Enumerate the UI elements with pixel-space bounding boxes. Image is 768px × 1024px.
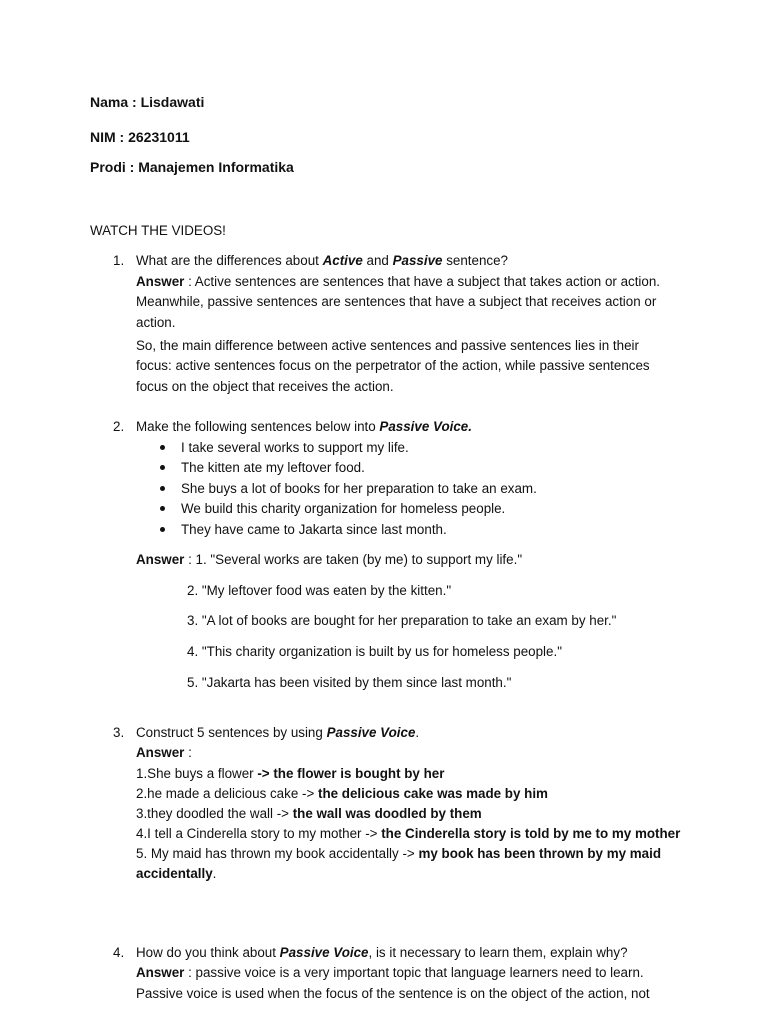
q2-answer-5: 5. "Jakarta has been visited by them since last month." <box>187 675 512 690</box>
q1-answer-line-5: focus: active sentences focus on the perpetrator of the action, while passive sentences <box>136 358 650 373</box>
q1-number: 1. <box>113 253 125 268</box>
q3-item-5-continued <box>136 864 216 884</box>
bullet-icon <box>160 486 165 491</box>
q2-bullet-3: She buys a lot of books for her preparation to take an exam. <box>181 481 537 496</box>
q2-bullet-1: I take several works to support my life. <box>181 440 409 455</box>
q4-answer-text-1: : passive voice is a very important topic that language learners need to learn. <box>184 965 644 980</box>
q1-answer-line-3: action. <box>136 315 176 330</box>
bullet-icon <box>160 506 165 511</box>
q1-answer-line-1 <box>136 272 660 292</box>
q2-bullet-4: We build this charity organization for homeless people. <box>181 501 506 516</box>
q3-item-1-passive: -> the flower is bought by her <box>257 766 445 781</box>
nim-line <box>90 127 190 147</box>
q1-answer-line-6: focus on the object that receives the action. <box>136 379 394 394</box>
q4-text-a: How do you think about <box>136 945 280 960</box>
q3-item-5 <box>136 844 661 864</box>
q2-answer-label: Answer <box>136 552 185 567</box>
q2-answer-1: : 1. "Several works are taken (by me) to support my life." <box>184 552 523 567</box>
q3-item-5-passive: my book has been thrown by my maid <box>418 846 662 861</box>
q2-passive-voice-term: Passive Voice. <box>379 419 472 434</box>
q3-item-4 <box>136 824 680 844</box>
prodi-line <box>90 157 294 177</box>
q4-question <box>136 943 628 963</box>
q3-item-3 <box>136 804 482 824</box>
q3-text-b: . <box>415 725 420 740</box>
q3-item-2 <box>136 784 548 804</box>
q1-answer-line-2: Meanwhile, passive sentences are sentences that have a subject that receives action or <box>136 294 657 309</box>
q1-text-c: sentence? <box>442 253 508 268</box>
bullet-icon <box>160 465 165 470</box>
bullet-icon <box>160 527 165 532</box>
q4-answer-line-2: Passive voice is used when the focus of the sentence is on the object of the action, not <box>136 986 650 1001</box>
q2-answer-2: 2. "My leftover food was eaten by the kitten." <box>187 583 452 598</box>
q1-answer-line-4: So, the main difference between active sentences and passive sentences lies in their <box>136 338 639 353</box>
nim-value: 26231011 <box>128 129 190 145</box>
prodi-value: Manajemen Informatika <box>138 159 294 175</box>
q1-text-a: What are the differences about <box>136 253 323 268</box>
q3-item-5-active: 5. My maid has thrown my book accidentally -> <box>136 846 419 861</box>
q3-item-1-active: 1.She buys a flower <box>136 766 258 781</box>
q3-item-5-cont-bold: accidentally <box>136 866 213 881</box>
q3-item-1 <box>136 764 444 784</box>
name-line <box>90 92 204 112</box>
q1-answer-label: Answer <box>136 274 185 289</box>
q3-answer-label: Answer <box>136 745 185 760</box>
name-value: Lisdawati <box>140 94 205 110</box>
nim-label: NIM : <box>90 129 129 145</box>
q3-item-5-cont-tail: . <box>212 866 217 881</box>
q2-answer-3: 3. "A lot of books are bought for her preparation to take an exam by her." <box>187 613 617 628</box>
q2-question <box>136 417 472 437</box>
q3-question <box>136 723 419 743</box>
instruction: WATCH THE VIDEOS! <box>90 223 226 238</box>
q2-number: 2. <box>113 419 125 434</box>
q3-item-2-active: 2.he made a delicious cake -> <box>136 786 318 801</box>
q3-item-4-passive: the Cinderella story is told by me to my mother <box>381 826 681 841</box>
q3-answer-label-line <box>136 743 192 763</box>
q1-text-b: and <box>362 253 393 268</box>
q2-text-a: Make the following sentences below into <box>136 419 380 434</box>
q4-answer-line-1 <box>136 963 644 983</box>
q2-bullet-5: They have came to Jakarta since last month. <box>181 522 447 537</box>
bullet-icon <box>160 445 165 450</box>
q3-item-2-passive: the delicious cake was made by him <box>318 786 548 801</box>
q3-item-3-passive: the wall was doodled by them <box>292 806 482 821</box>
q3-item-4-active: 4.I tell a Cinderella story to my mother -> <box>136 826 382 841</box>
q3-text-a: Construct 5 sentences by using <box>136 725 327 740</box>
q4-number: 4. <box>113 945 125 960</box>
q2-answer-line-1 <box>136 550 522 570</box>
q4-text-b: , is it necessary to learn them, explain why? <box>368 945 628 960</box>
q2-answer-4: 4. "This charity organization is built by us for homeless people." <box>187 644 562 659</box>
q4-passive-voice-term: Passive Voice <box>279 945 369 960</box>
q1-answer-text-1: : Active sentences are sentences that have a subject that takes action or action. <box>184 274 661 289</box>
prodi-label: Prodi : <box>90 159 139 175</box>
q3-number: 3. <box>113 725 125 740</box>
q3-answer-colon: : <box>184 745 192 760</box>
q3-passive-voice-term: Passive Voice <box>326 725 416 740</box>
q1-passive-term: Passive <box>392 253 443 268</box>
q1-active-term: Active <box>322 253 363 268</box>
name-label: Nama : <box>90 94 141 110</box>
q4-answer-label: Answer <box>136 965 185 980</box>
q2-bullet-2: The kitten ate my leftover food. <box>181 460 365 475</box>
q1-question <box>136 251 508 271</box>
q3-item-3-active: 3.they doodled the wall -> <box>136 806 293 821</box>
